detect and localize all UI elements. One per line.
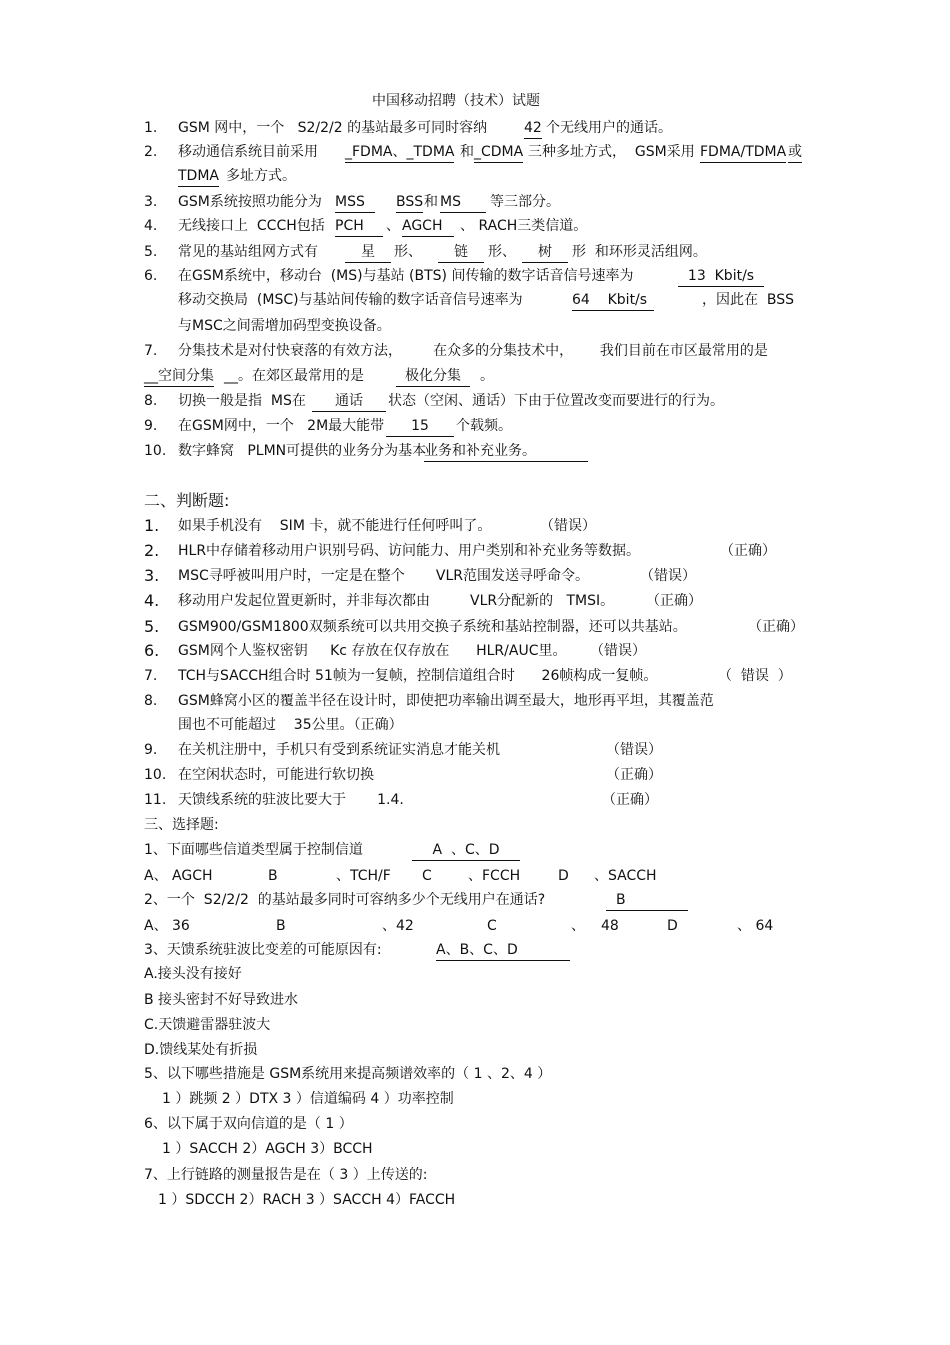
choice-options-7: 1 ）SDCCH 2）RACH 3 ）SACCH 4）FACCH	[158, 1192, 456, 1208]
tf-answer: （正确）	[646, 593, 702, 609]
answer-blank: 15	[386, 416, 454, 437]
answer-blank: __空间分集	[144, 366, 214, 387]
section-heading: 三、选择题:	[144, 817, 219, 833]
answer-blank: _FDMA、_TDMA	[345, 142, 454, 163]
choice-option: B 接头密封不好导致进水	[144, 992, 299, 1008]
question-number: 1.	[144, 120, 158, 136]
tf-answer: （错误）	[590, 643, 646, 659]
choice-options-5: 1 ）跳频 2 ）DTX 3 ）信道编码 4 ）功率控制	[162, 1091, 454, 1107]
choice-option: A.接头没有接好	[144, 966, 242, 982]
answer-blank: _CDMA	[474, 142, 523, 163]
answer-blank: BSS	[396, 192, 423, 213]
answer-blank: 42	[524, 118, 542, 139]
tf-answer: （错误）	[640, 568, 696, 584]
tf-answer: （错误）	[540, 518, 596, 534]
answer-blank: A 、C、D	[412, 840, 520, 861]
answer-blank: 树	[522, 242, 568, 263]
answer-blank: 通话	[312, 391, 386, 412]
tf-answer: （正确）	[606, 767, 662, 783]
page-title: 中国移动招聘（技术）试题	[372, 93, 540, 109]
tf-answer: （错误）	[606, 742, 662, 758]
tf-answer: （ 错误 ）	[718, 668, 792, 684]
answer-blank: B	[606, 890, 688, 911]
answer-blank: 极化分集	[396, 366, 470, 387]
answer-blank: 业务和补充业务。	[424, 441, 588, 462]
answer-blank: PCH	[335, 216, 383, 237]
answer-blank: A、B、C、D	[436, 940, 570, 961]
answer-blank: AGCH	[402, 216, 454, 237]
exam-page: 中国移动招聘（技术）试题 1. GSM 网中，一个 S2/2/2 的基站最多可同时容纳 42 个无线用户的通话。 2. 移动通信系统目前采用 _FDMA、_TDMA 和 _CDMA 三种多址方式， GSM采用 FDMA/TDMA 或 TDMA 多址方式。 3. GSM系统按照功能分为 MSS BSS 和 MS 等三部分。 4. 无线接口上 CCCH包括 PCH 、 AGCH 、 RACH三类信道。 5. 常见的基站组网方式有 星 形、 链 形、 树 形 和环形灵活组网。 6. 在GSM系统中，移动台 (MS)与基站 (BTS) 间传输的数字话音信号速率为 13 Kbit/s 移动交换局 (MSC)与基站间传输的数字话音信号速率为 64 Kbit/s ，因此在 BSS 与MSC之间需增加码型变换设备。 7. 分集技术是对付快衰落的有效方法， 在众多的分集技术中， 我们目前在市区最常用的是 __空间分集 __。在郊区最常用的是 极化分集 。 8. 切换一般是指 MS在 通话 状态（空闲、通话）下由于位置改变而要进行的行为。 9. 在GSM网中，一个 2M最大能带 15 个载频。 10. 数字蜂窝 PLMN可提供的业务分为基本 业务和补充业务。 二、判断题: 1. 如果手机没有 SIM 卡，就不能进行任何呼叫了。 （错误） 2. HLR中存储着移动用户识别号码、访问能力、用户类别和补充业务等数据。 （正确） 3. MSC寻呼被叫用户时，一定是在整个 VLR范围发送寻呼命令。 （错误） 4. 移动用户发起位置更新时，并非每次都由 VLR分配新的 TMSI。 （正确） 5. GSM900/GSM1800双频系统可以共用交换子系统和基站控制器，还可以共基站。 （正确） 6. GSM网个人鉴权密钥 Kc 存放在仅存放在 HLR/AUC里。 （错误） 7. TCH与SACCH组合时 51帧为一复帧，控制信道组合时 26帧构成一复帧。 （ 错误 ） 8. GSM蜂窝小区的覆盖半径在设计时，即使把功率输出调至最大，地形再平坦，其覆盖范 围也不可能超过 35公里。（正确） 9. 在关机注册中，手机只有受到系统证实消息才能关机 （错误） 10. 在空闲状态时，可能进行软切换 （正确） 11. 天馈线系统的驻波比要大于 1.4. （正确） 三、选择题: 1、下面哪些信道类型属于控制信道 A 、C、D A、 AGCH B 、TCH/F C 、FCCH D 、SACCH 2、一个 S2/2/2 的基站最多同时可容纳多少个无线用户在通话? B A、 36 B 、42 C 、 48 D 、 64 3、天馈系统驻波比变差的可能原因有: A、B、C、D A.接头没有接好 B 接头密封不好导致进水 C.天馈避雷器驻波大 D.馈线某处有折损 5、以下哪些措施是 GSM系统用来提高频谱效率的（ 1 、2、4 ） 1 ）跳频 2 ）DTX 3 ）信道编码 4 ）功率控制 6、以下属于双向信道的是（ 1 ） 1 ）SACCH 2）AGCH 3）BCCH 7、上行链路的测量报告是在（ 3 ）上传送的: 1 ）SDCCH 2）RACH 3 ）SACCH 4）FACCH	[144, 93, 804, 1208]
answer-blank: MS	[440, 192, 486, 213]
answer-blank: TDMA	[178, 166, 219, 187]
choice-question-7: 7、上行链路的测量报告是在（ 3 ）上传送的:	[144, 1167, 428, 1183]
choice-question-6: 6、以下属于双向信道的是（ 1 ）	[144, 1116, 353, 1132]
tf-answer: （正确）	[748, 619, 804, 635]
tf-answer: （正确）	[720, 543, 776, 559]
answer-blank: 链	[438, 242, 484, 263]
answer-blank: 星	[345, 242, 391, 263]
answer-blank: FDMA/TDMA	[700, 142, 786, 163]
tf-answer: （正确）	[602, 792, 658, 808]
choice-question-5: 5、以下哪些措施是 GSM系统用来提高频谱效率的（ 1 、2、4 ）	[144, 1066, 552, 1082]
choice-option: C.天馈避雷器驻波大	[144, 1017, 271, 1033]
section-heading: 二、判断题:	[144, 491, 230, 510]
choice-options-6: 1 ）SACCH 2）AGCH 3）BCCH	[162, 1141, 373, 1157]
answer-blank: MSS	[335, 192, 375, 213]
answer-blank: 13 Kbit/s	[678, 266, 764, 287]
answer-blank: 64 Kbit/s	[572, 290, 654, 311]
choice-option: D.馈线某处有折损	[144, 1042, 258, 1058]
